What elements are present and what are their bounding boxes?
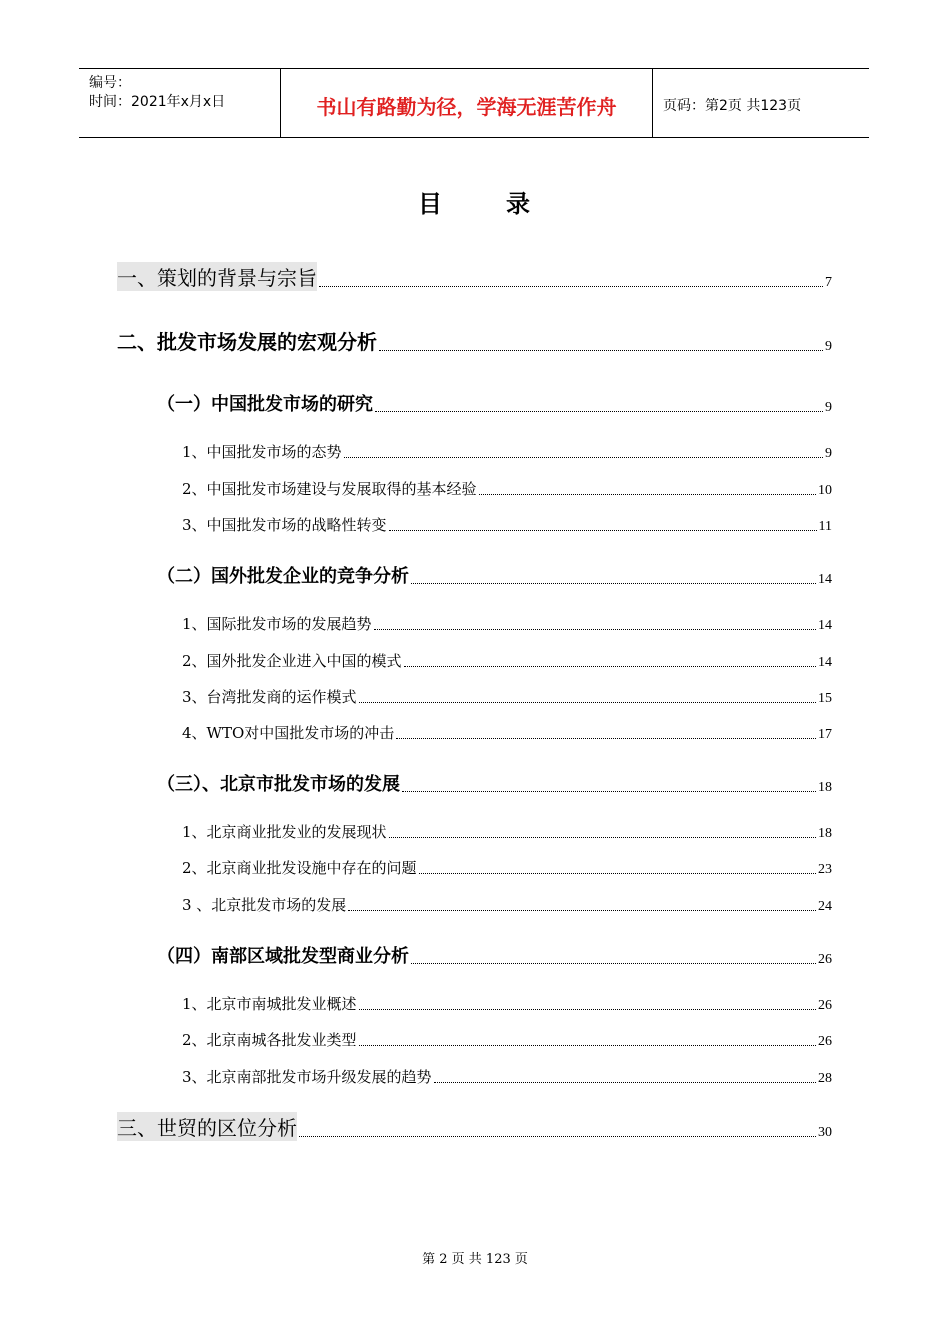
toc-entry[interactable] [117,262,832,291]
toc-entry-page: 14 [818,655,832,670]
toc-entry-text: 1、北京商业批发业的发展现状 [182,823,387,841]
header-motto-cell [281,69,653,137]
toc-entry-page: 15 [818,691,832,706]
toc-title-char-1: 目 [418,190,444,218]
doc-time-label: 时间：2021年x月x日 [89,94,226,110]
toc-entry-page: 11 [818,519,832,534]
toc-entry-text: 1、中国批发市场的态势 [182,443,342,461]
toc-entry-text: 二、批发市场发展的宏观分析 [117,330,377,354]
toc-entry-text: 一、策划的背景与宗旨 [117,262,317,291]
toc-entry-text: 3 、北京批发市场的发展 [182,896,347,914]
toc-entry[interactable] [182,1066,832,1087]
toc-entry-page: 24 [818,899,832,914]
toc-entry[interactable] [182,993,832,1014]
toc-entry-text: （三）、北京市批发市场的发展 [157,774,400,795]
toc-entry-text: 2、中国批发市场建设与发展取得的基本经验 [182,480,477,498]
page-header [79,68,869,138]
toc-entry-text: 3、台湾批发商的运作模式 [182,688,357,706]
header-page-cell [653,69,869,137]
toc-entry-page: 9 [825,400,832,415]
toc-entry-text: 3、中国批发市场的战略性转变 [182,516,387,534]
toc-entry-text: 2、北京商业批发设施中存在的问题 [182,859,417,877]
toc-entry[interactable] [182,650,832,671]
toc-entry-page: 14 [818,618,832,633]
toc-entry-text: 三、世贸的区位分析 [117,1112,297,1141]
toc-entry[interactable] [182,514,832,535]
toc-entry[interactable] [182,686,832,707]
toc-entry-page: 17 [818,727,832,742]
toc-entry-text: 2、国外批发企业进入中国的模式 [182,652,402,670]
toc-entry-page: 30 [818,1125,832,1140]
toc-entry[interactable] [182,478,832,499]
toc-entry[interactable] [182,821,832,842]
toc-entry[interactable] [157,390,832,416]
toc-entry-text: （二）国外批发企业的竞争分析 [157,566,409,587]
toc-entry[interactable] [182,857,832,878]
toc-entry-text: 3、北京南部批发市场升级发展的趋势 [182,1068,432,1086]
toc-entry[interactable] [182,441,832,462]
toc-title [0,184,950,219]
header-info-cell [79,69,281,137]
toc-entry[interactable] [157,562,832,588]
toc-entry-page: 18 [818,780,832,795]
toc-entry-page: 14 [818,572,832,587]
toc-entry-page: 9 [825,446,832,461]
toc-entry-text: 1、国际批发市场的发展趋势 [182,615,372,633]
toc-entry-page: 26 [818,1034,832,1049]
toc-entry-page: 18 [818,826,832,841]
toc-entry[interactable] [182,613,832,634]
toc-entry-page: 10 [818,483,832,498]
header-page-info: 页码：第2页 共123页 [663,98,802,114]
toc-entry[interactable] [182,894,832,915]
toc-entry-text: 4、WTO对中国批发市场的冲击 [182,724,395,742]
toc-entry-page: 7 [825,275,832,290]
toc-entry[interactable] [157,770,832,796]
toc-entry-page: 9 [825,339,832,354]
toc-entry[interactable] [182,722,832,743]
toc-title-char-2: 录 [506,190,532,218]
toc-entry[interactable] [182,1029,832,1050]
toc-entry-page: 26 [818,952,832,967]
page-footer: 第 2 页 共 123 页 [422,1252,528,1267]
toc-entry-text: （四）南部区域批发型商业分析 [157,946,409,967]
toc-entry-text: （一）中国批发市场的研究 [157,394,373,415]
toc-entry-text: 2、北京南城各批发业类型 [182,1031,357,1049]
toc-entry[interactable] [117,1112,832,1141]
toc-entry[interactable] [117,326,832,355]
toc-entry-page: 28 [818,1071,832,1086]
toc-entry-text: 1、北京市南城批发业概述 [182,995,357,1013]
doc-number-label: 编号： [89,75,131,91]
toc-entry-page: 26 [818,998,832,1013]
toc-entry[interactable] [157,942,832,968]
header-motto: 书山有路勤为径，学海无涯苦作舟 [316,95,617,119]
toc-entry-page: 23 [818,862,832,877]
